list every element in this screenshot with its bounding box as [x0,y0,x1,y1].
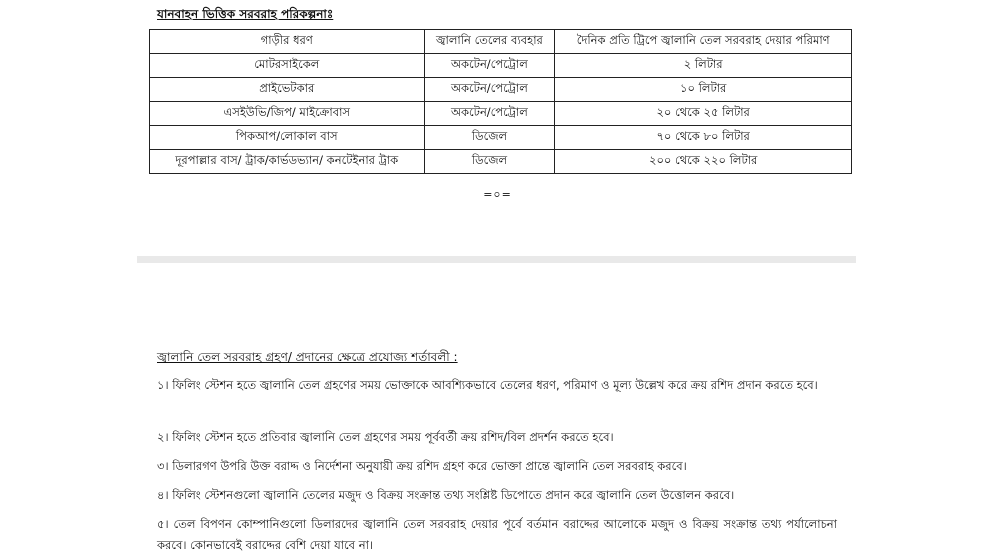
vehicle-type-cell: প্রাইভেটকার [150,78,425,102]
term-item: ১। ফিলিং স্টেশন হতে জ্বালানি তেল গ্রহণের সময় ভোক্তাকে আবশ্যিকভাবে তেলের ধরণ, পরিমাণ ও মূল্য উল্লেখ করে ক্রয় রশিদ প্রদান করতে হবে। [157,378,818,392]
quantity-cell: ৭০ থেকে ৮০ লিটার [555,126,852,150]
terms-title: জ্বালানি তেল সরবরাহ গ্রহণ/ প্রদানের ক্ষেত্রে প্রযোজ্য শর্তাবলী : [157,350,458,364]
fuel-type-cell: ডিজেল [424,126,555,150]
term-item: ২। ফিলিং স্টেশন হতে প্রতিবার জ্বালানি তেল গ্রহণের সময় পূর্ববর্তী ক্রয় রশিদ/বিল প্রদর্শন করতে হবে। [157,430,614,444]
table-row [150,54,852,78]
term-item: ৪। ফিলিং স্টেশনগুলো জ্বালানি তেলের মজুদ ও বিক্রয় সংক্রান্ত তথ্য সংশ্লিষ্ট ডিপোতে প্রদান করে জ্বালানি তেল উত্তোলন করবে। [157,488,735,502]
table-row [150,102,852,126]
table-row [150,150,852,174]
term-item: ৩। ডিলারগণ উপরি উক্ত বরাদ্দ ও নির্দেশনা অনুযায়ী ক্রয় রশিদ গ্রহণ করে ভোক্তা প্রান্তে জ্বালানি তেল সরবরাহ করবে। [157,459,687,473]
fuel-supply-table [149,29,852,174]
vehicle-type-cell: মোটরসাইকেল [150,54,425,78]
term-item: ৫। তেল বিপণন কোম্পানিগুলো ডিলারদের জ্বালানি তেল সরবরাহ দেয়ার পূর্বে বর্তমান বরাদ্দের আলোকে মজুদ ও বিক্রয় সংক্রান্ত তথ্য পর্যালোচনা করবে। কোনভাবেই বরাদ্দের বেশি দেয়া যাবে না। [157,517,837,552]
section-heading: যানবাহন ভিত্তিক সরবরাহ পরিকল্পনাঃ [157,7,334,21]
table-row [150,78,852,102]
vehicle-type-cell: পিকআপ/লোকাল বাস [150,126,425,150]
column-header-vehicle-type: গাড়ীর ধরণ [150,30,425,54]
fuel-type-cell: অকটেন/পেট্রোল [424,54,555,78]
fuel-type-cell: অকটেন/পেট্রোল [424,78,555,102]
end-mark: =০= [483,188,512,201]
vehicle-type-cell: দূরপাল্লার বাস/ ট্রাক/কার্ভডভ্যান/ কনটেইনার ট্রাক [150,150,425,174]
column-header-daily-quantity: দৈনিক প্রতি ট্রিপে জ্বালানি তেল সরবরাহ দেয়ার পরিমাণ [555,30,852,54]
fuel-type-cell: অকটেন/পেট্রোল [424,102,555,126]
quantity-cell: ২ লিটার [555,54,852,78]
fuel-type-cell: ডিজেল [424,150,555,174]
quantity-cell: ২০ থেকে ২৫ লিটার [555,102,852,126]
column-header-fuel-type: জ্বালানি তেলের ব্যবহার [424,30,555,54]
quantity-cell: ২০০ থেকে ২২০ লিটার [555,150,852,174]
page-divider [137,256,856,263]
vehicle-type-cell: এসইউভি/জিপ/ মাইক্রোবাস [150,102,425,126]
table-header-row [150,30,852,54]
table-row [150,126,852,150]
quantity-cell: ১০ লিটার [555,78,852,102]
